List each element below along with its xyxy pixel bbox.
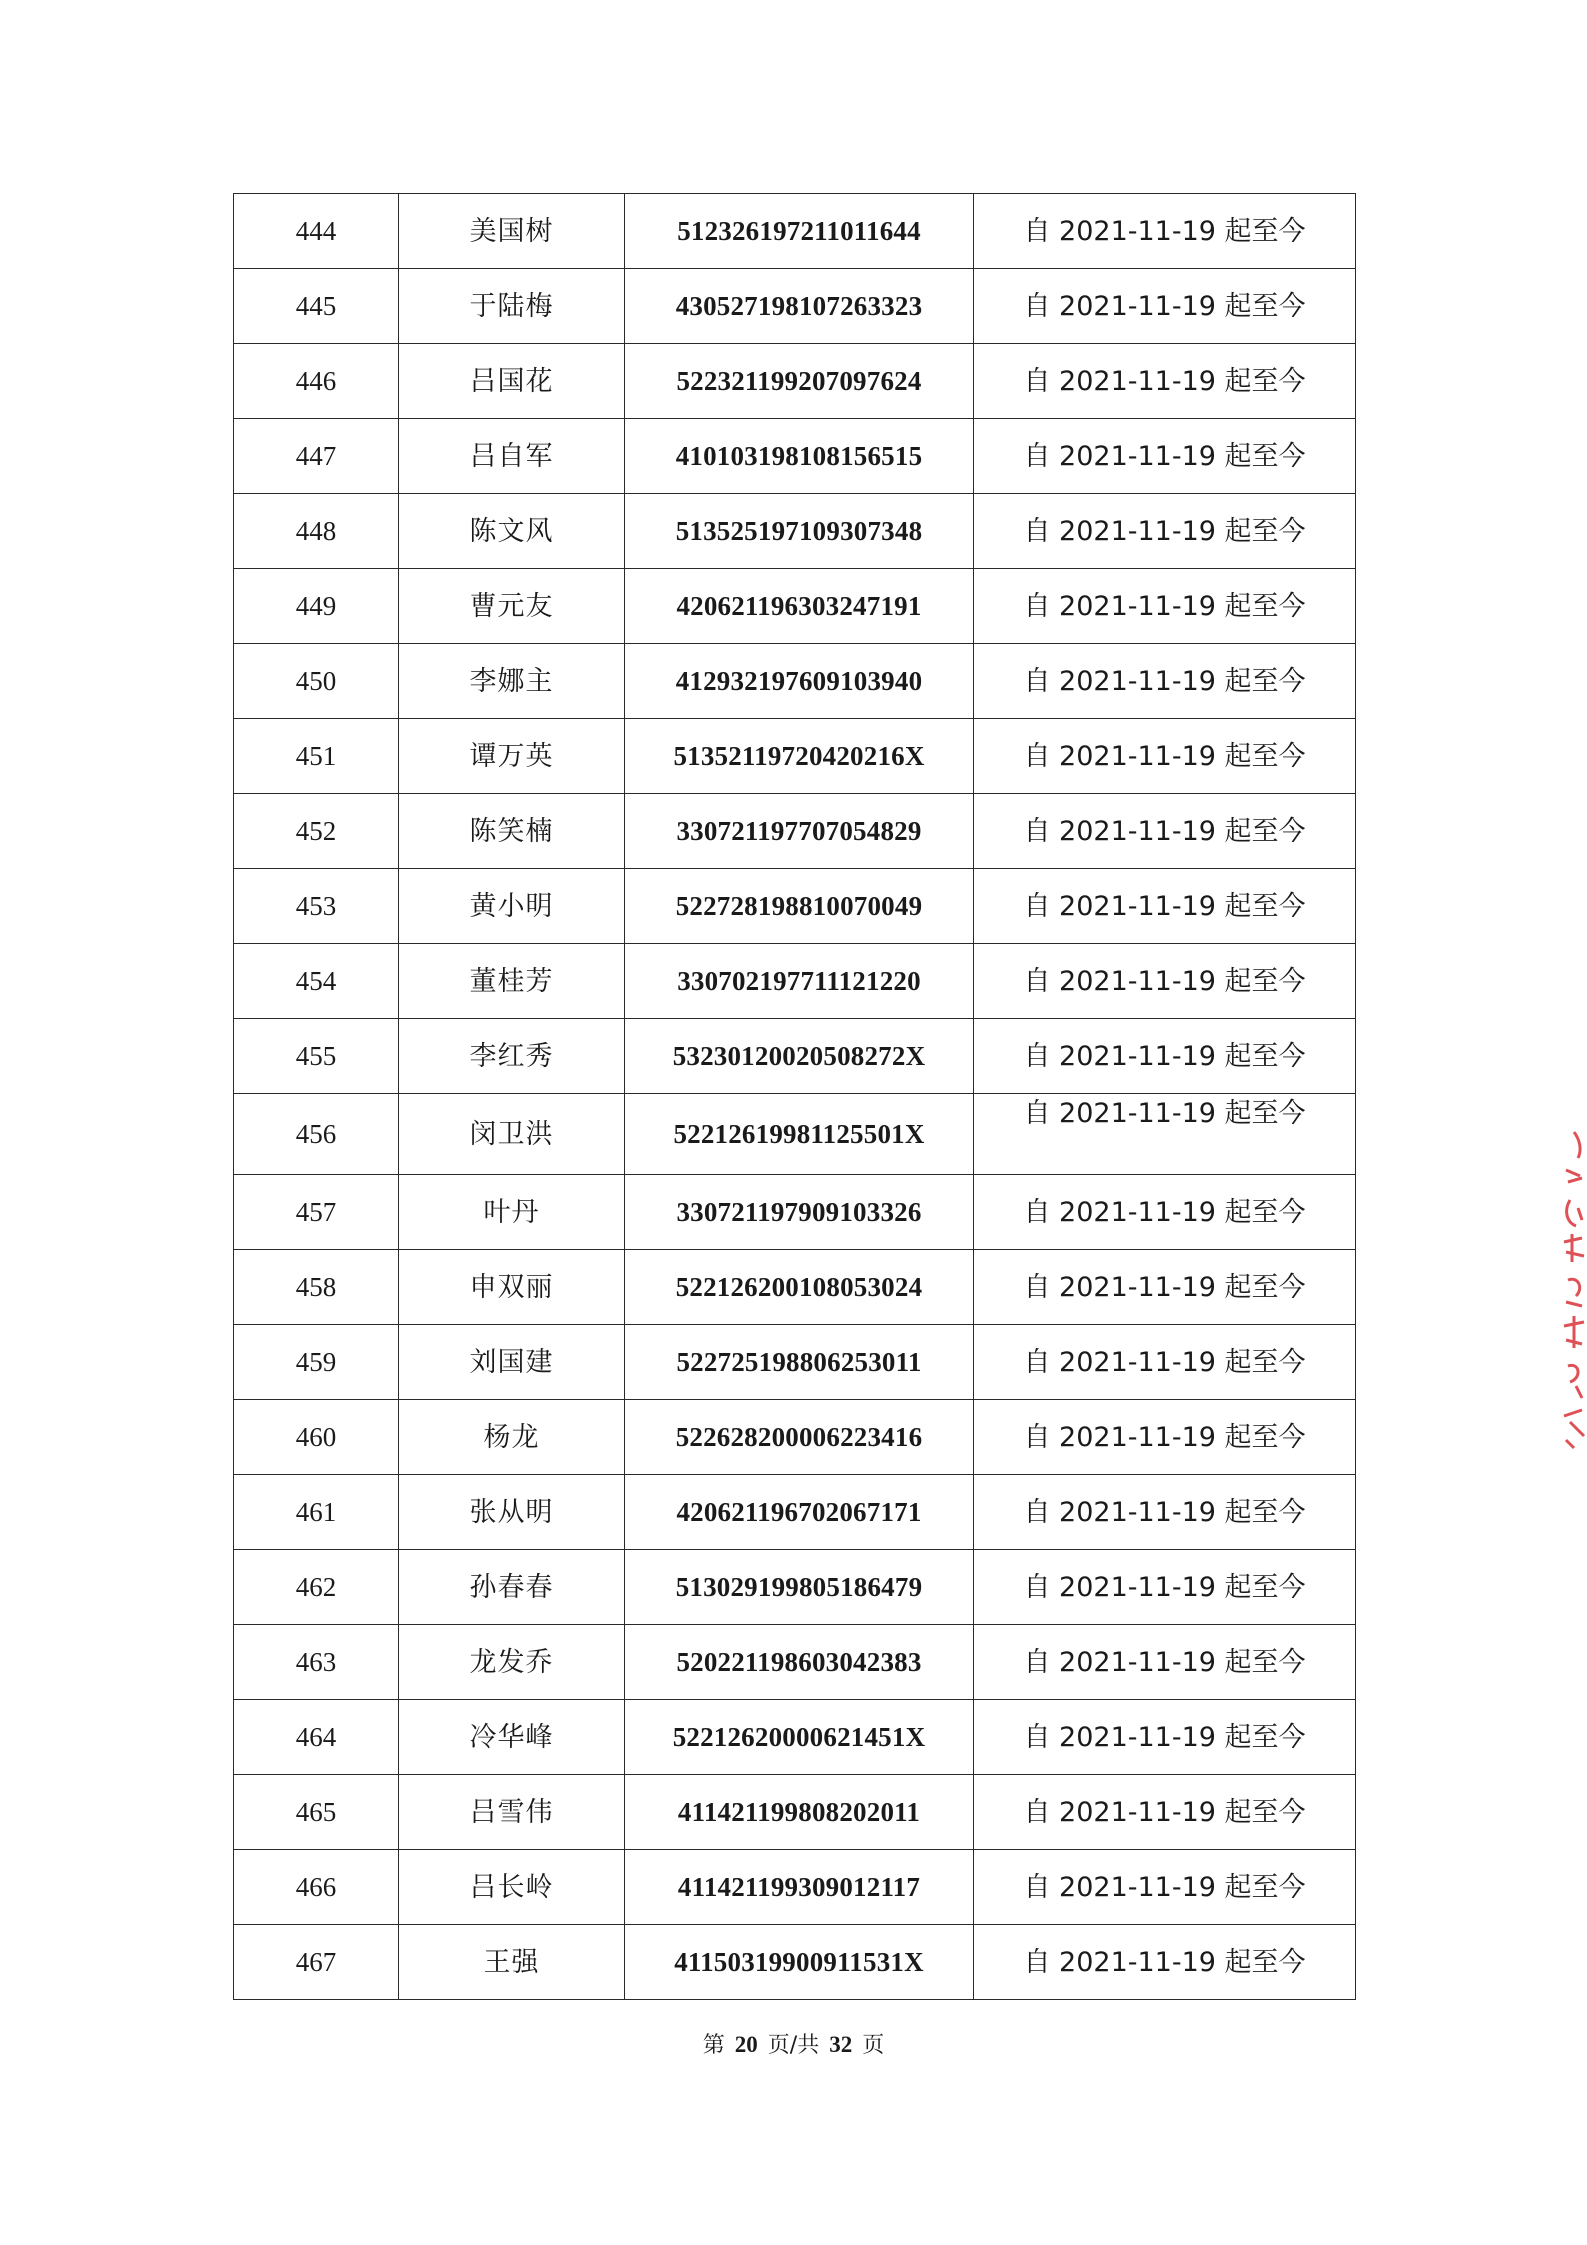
table-row (234, 1094, 1356, 1175)
table-row (234, 1475, 1356, 1550)
effective-date: 自 2021-11-19 起至今 (974, 419, 1356, 494)
id-number: 522628200006223416 (625, 1400, 974, 1475)
footer-current-page: 20 (734, 2032, 758, 2057)
row-number: 461 (234, 1475, 399, 1550)
table-row (234, 1175, 1356, 1250)
person-name: 陈笑楠 (399, 794, 625, 869)
person-name: 申双丽 (399, 1250, 625, 1325)
row-number: 457 (234, 1175, 399, 1250)
row-number: 453 (234, 869, 399, 944)
row-number: 451 (234, 719, 399, 794)
table-row (234, 1700, 1356, 1775)
person-name: 于陆梅 (399, 269, 625, 344)
row-number: 459 (234, 1325, 399, 1400)
effective-date: 自 2021-11-19 起至今 (974, 719, 1356, 794)
table-row (234, 344, 1356, 419)
table-row (234, 1250, 1356, 1325)
id-number: 330702197711121220 (625, 944, 974, 1019)
row-number: 458 (234, 1250, 399, 1325)
row-number: 462 (234, 1550, 399, 1625)
effective-date: 自 2021-11-19 起至今 (974, 1094, 1356, 1175)
table-row (234, 1550, 1356, 1625)
table-row (234, 1019, 1356, 1094)
id-number: 330721197909103326 (625, 1175, 974, 1250)
row-number: 463 (234, 1625, 399, 1700)
id-number: 420621196303247191 (625, 569, 974, 644)
effective-date: 自 2021-11-19 起至今 (974, 1775, 1356, 1850)
person-name: 吕长岭 (399, 1850, 625, 1925)
person-name: 叶丹 (399, 1175, 625, 1250)
id-number: 512326197211011644 (625, 194, 974, 269)
table-row (234, 1925, 1356, 2000)
row-number: 467 (234, 1925, 399, 2000)
effective-date: 自 2021-11-19 起至今 (974, 1625, 1356, 1700)
row-number: 444 (234, 194, 399, 269)
id-number: 420621196702067171 (625, 1475, 974, 1550)
effective-date: 自 2021-11-19 起至今 (974, 1175, 1356, 1250)
id-number: 522126200108053024 (625, 1250, 974, 1325)
effective-date: 自 2021-11-19 起至今 (974, 1850, 1356, 1925)
id-number: 410103198108156515 (625, 419, 974, 494)
table-row (234, 719, 1356, 794)
row-number: 448 (234, 494, 399, 569)
person-name: 董桂芳 (399, 944, 625, 1019)
effective-date: 自 2021-11-19 起至今 (974, 194, 1356, 269)
effective-date: 自 2021-11-19 起至今 (974, 869, 1356, 944)
person-name: 刘国建 (399, 1325, 625, 1400)
id-number: 53230120020508272X (625, 1019, 974, 1094)
effective-date: 自 2021-11-19 起至今 (974, 1250, 1356, 1325)
id-number: 513525197109307348 (625, 494, 974, 569)
table-row (234, 1625, 1356, 1700)
person-name: 杨龙 (399, 1400, 625, 1475)
id-number: 52212620000621451X (625, 1700, 974, 1775)
row-number: 449 (234, 569, 399, 644)
person-name: 陈文风 (399, 494, 625, 569)
effective-date: 自 2021-11-19 起至今 (974, 1925, 1356, 2000)
id-number: 430527198107263323 (625, 269, 974, 344)
page-footer (0, 2028, 1587, 2059)
table-row (234, 1850, 1356, 1925)
row-number: 446 (234, 344, 399, 419)
person-name: 李娜主 (399, 644, 625, 719)
row-number: 445 (234, 269, 399, 344)
roster-body (234, 194, 1356, 2000)
effective-date: 自 2021-11-19 起至今 (974, 344, 1356, 419)
effective-date: 自 2021-11-19 起至今 (974, 569, 1356, 644)
id-number: 412932197609103940 (625, 644, 974, 719)
footer-middle: 页/共 (767, 2033, 820, 2058)
id-number: 522728198810070049 (625, 869, 974, 944)
effective-date: 自 2021-11-19 起至今 (974, 1325, 1356, 1400)
id-number: 411421199309012117 (625, 1850, 974, 1925)
person-name: 冷华峰 (399, 1700, 625, 1775)
person-name: 吕国花 (399, 344, 625, 419)
person-name: 李红秀 (399, 1019, 625, 1094)
footer-prefix: 第 (702, 2033, 725, 2058)
id-number: 411421199808202011 (625, 1775, 974, 1850)
table-row (234, 269, 1356, 344)
roster-table (233, 193, 1356, 2000)
table-row (234, 419, 1356, 494)
person-name: 孙春春 (399, 1550, 625, 1625)
id-number: 522725198806253011 (625, 1325, 974, 1400)
row-number: 452 (234, 794, 399, 869)
effective-date: 自 2021-11-19 起至今 (974, 1475, 1356, 1550)
effective-date: 自 2021-11-19 起至今 (974, 1019, 1356, 1094)
person-name: 张从明 (399, 1475, 625, 1550)
table-row (234, 569, 1356, 644)
person-name: 曹元友 (399, 569, 625, 644)
table-row (234, 1325, 1356, 1400)
row-number: 456 (234, 1094, 399, 1175)
person-name: 王强 (399, 1925, 625, 2000)
person-name: 闵卫洪 (399, 1094, 625, 1175)
row-number: 455 (234, 1019, 399, 1094)
table-row (234, 869, 1356, 944)
table-row (234, 194, 1356, 269)
person-name: 龙发乔 (399, 1625, 625, 1700)
person-name: 吕雪伟 (399, 1775, 625, 1850)
table-row (234, 944, 1356, 1019)
table-row (234, 644, 1356, 719)
footer-suffix: 页 (862, 2033, 885, 2058)
effective-date: 自 2021-11-19 起至今 (974, 794, 1356, 869)
row-number: 464 (234, 1700, 399, 1775)
effective-date: 自 2021-11-19 起至今 (974, 644, 1356, 719)
table-row (234, 494, 1356, 569)
effective-date: 自 2021-11-19 起至今 (974, 1550, 1356, 1625)
row-number: 465 (234, 1775, 399, 1850)
footer-total-pages: 32 (829, 2032, 853, 2057)
effective-date: 自 2021-11-19 起至今 (974, 944, 1356, 1019)
id-number: 520221198603042383 (625, 1625, 974, 1700)
effective-date: 自 2021-11-19 起至今 (974, 494, 1356, 569)
row-number: 454 (234, 944, 399, 1019)
id-number: 330721197707054829 (625, 794, 974, 869)
table-row (234, 1775, 1356, 1850)
person-name: 谭万英 (399, 719, 625, 794)
person-name: 美国树 (399, 194, 625, 269)
effective-date: 自 2021-11-19 起至今 (974, 1700, 1356, 1775)
table-row (234, 794, 1356, 869)
id-number: 522321199207097624 (625, 344, 974, 419)
person-name: 吕自军 (399, 419, 625, 494)
table-row (234, 1400, 1356, 1475)
row-number: 447 (234, 419, 399, 494)
id-number: 41150319900911531X (625, 1925, 974, 2000)
id-number: 51352119720420216X (625, 719, 974, 794)
person-name: 黄小明 (399, 869, 625, 944)
row-number: 450 (234, 644, 399, 719)
id-number: 513029199805186479 (625, 1550, 974, 1625)
id-number: 52212619981125501X (625, 1094, 974, 1175)
effective-date: 自 2021-11-19 起至今 (974, 269, 1356, 344)
row-number: 460 (234, 1400, 399, 1475)
row-number: 466 (234, 1850, 399, 1925)
seal-stamp-edge (1560, 1130, 1587, 1450)
effective-date: 自 2021-11-19 起至今 (974, 1400, 1356, 1475)
